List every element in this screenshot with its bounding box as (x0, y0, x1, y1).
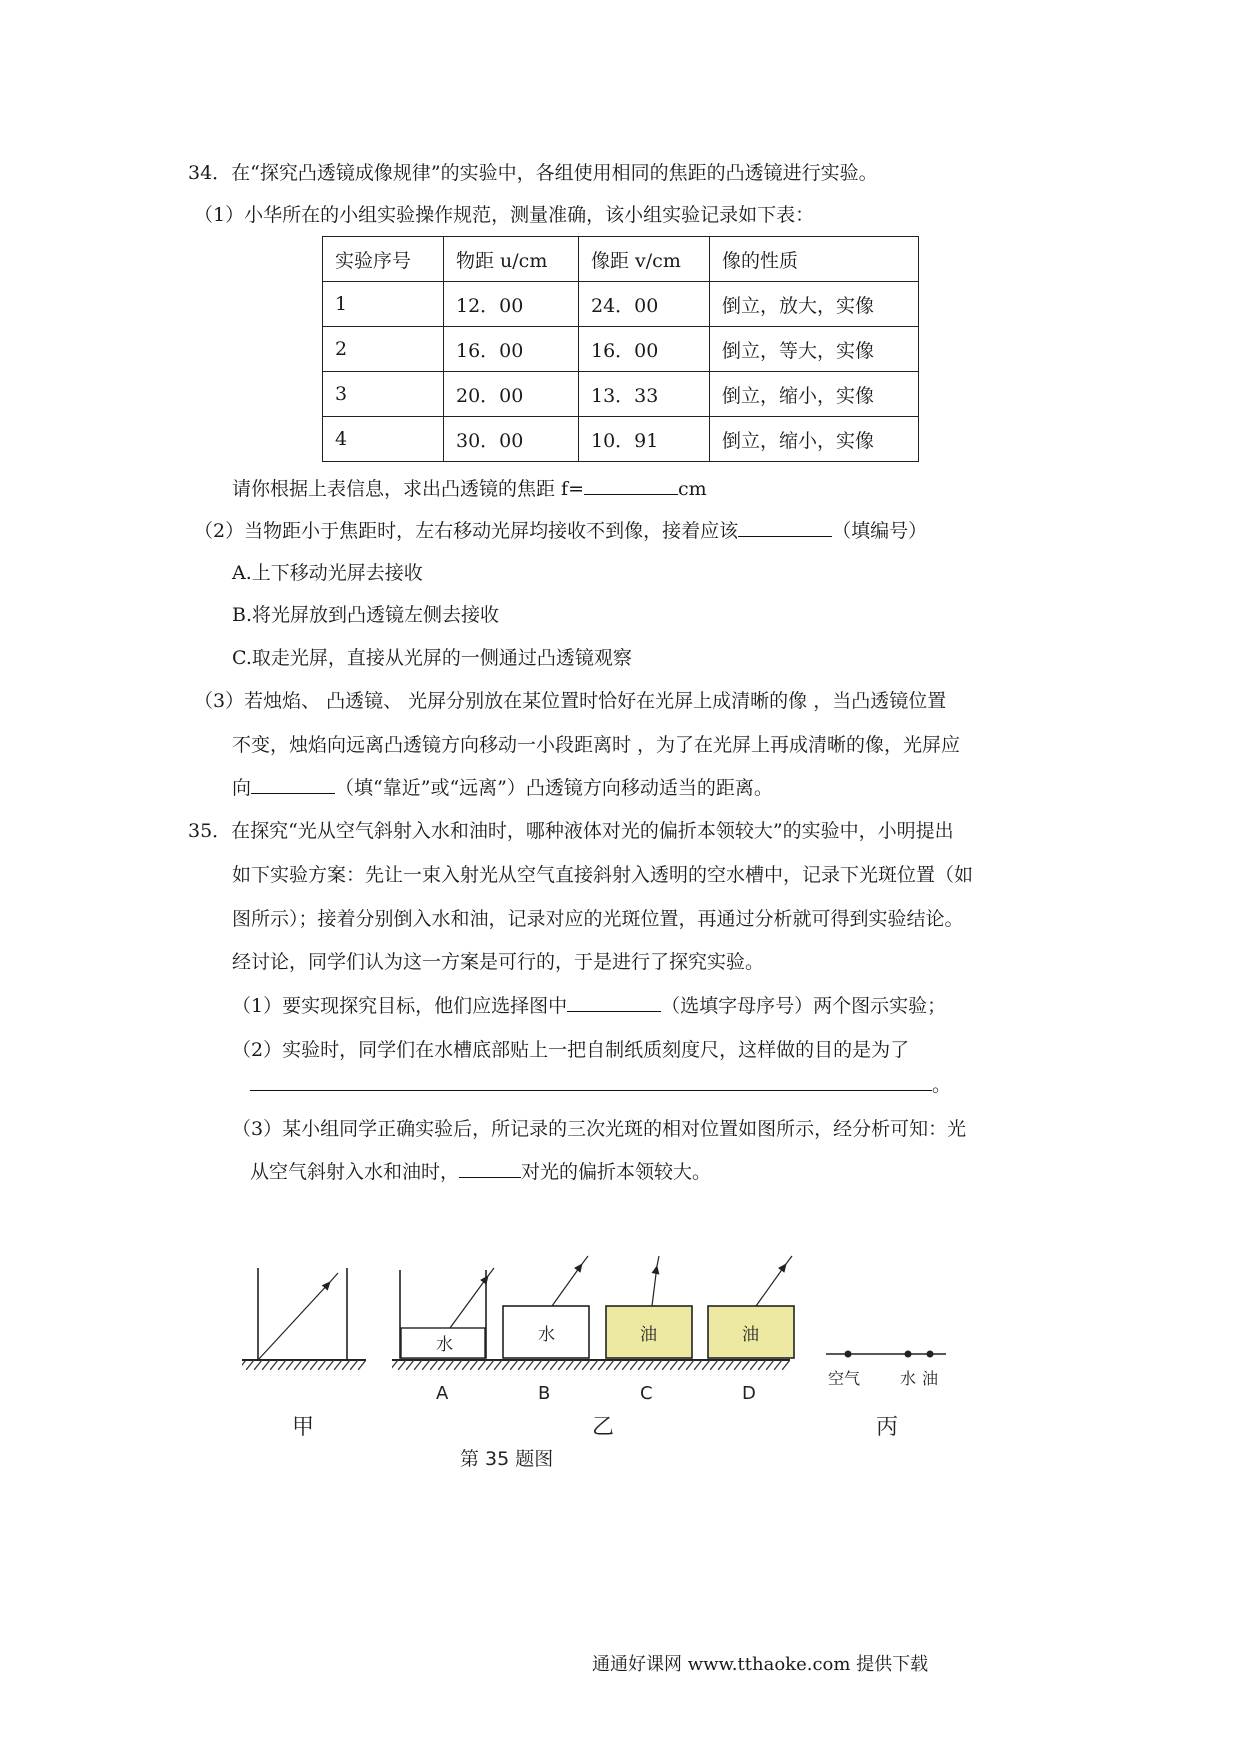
q35-figure (230, 1210, 980, 1470)
option-c: C.取走光屏，直接从光屏的一侧通过凸透镜观察 (232, 647, 632, 669)
table-cell: 倒立，缩小，实像 (710, 372, 919, 417)
tank-a-label: A (436, 1383, 449, 1404)
tank-a-liquid-label: 水 (436, 1335, 453, 1355)
sub2-period: 。 (932, 1074, 952, 1096)
q34-part3-line1: （3）若烛焰、 凸透镜、 光屏分别放在某位置时恰好在光屏上成清晰的像 ，当凸透镜位置 (194, 690, 947, 712)
dot-label-oil: 油 (922, 1369, 939, 1388)
q35-line4: 经讨论，同学们认为这一方案是可行的，于是进行了探究实验。 (232, 951, 765, 973)
q35-sub3-line2 (250, 1159, 711, 1185)
focal-unit: cm (678, 478, 707, 500)
tank-c-liquid-label: 油 (640, 1325, 657, 1345)
footer-credit: 通通好课网 www.tthaoke.com 提供下载 (592, 1654, 929, 1675)
tank-b-label: B (538, 1383, 551, 1404)
q35-line3: 图所示）；接着分别倒入水和油，记录对应的光斑位置，再通过分析就可得到实验结论。 (232, 908, 964, 930)
q35-sub2-answer (250, 1072, 951, 1098)
focal-length-blank[interactable] (584, 476, 678, 495)
table-header: 物距 u/cm (444, 237, 579, 282)
dot-water (905, 1351, 912, 1358)
q35-line2: 如下实验方案：先让一束入射光从空气直接斜射入透明的空水槽中，记录下光斑位置（如 (232, 864, 974, 886)
sub1-text: （1）要实现探究目标，他们应选择图中 (232, 995, 568, 1017)
table-cell: 倒立，等大，实像 (710, 327, 919, 372)
sub1-blank[interactable] (567, 993, 661, 1012)
tank-d (708, 1256, 794, 1404)
table-row (323, 327, 919, 372)
part3-blank[interactable] (251, 775, 335, 794)
table-header: 实验序号 (323, 237, 444, 282)
q34-part3-line3 (232, 775, 773, 801)
tank-b-liquid-label: 水 (538, 1325, 555, 1345)
part3-text: 向 (232, 777, 252, 799)
sub3-hint: 对光的偏折本领较大。 (521, 1161, 712, 1183)
part2-blank[interactable] (738, 518, 832, 537)
q35-line1: 35．在探究“光从空气斜射入水和油时，哪种液体对光的偏折本领较大”的实验中，小明提出 (188, 820, 954, 842)
option-a: A.上下移动光屏去接收 (232, 562, 423, 584)
figure-yi (392, 1256, 794, 1440)
label-bing: 丙 (876, 1415, 899, 1440)
figure-jia (242, 1268, 366, 1440)
tank-a (400, 1268, 494, 1404)
dot-label-water: 水 (900, 1369, 917, 1388)
q35-sub2: （2）实验时，同学们在水槽底部贴上一把自制纸质刻度尺，这样做的目的是为了 (232, 1039, 910, 1061)
table-cell: 倒立，缩小，实像 (710, 417, 919, 462)
table-row (323, 282, 919, 327)
table-cell: 4 (323, 417, 444, 462)
table-cell: 16．00 (579, 327, 710, 372)
focal-length-prompt (232, 476, 707, 502)
part2-text: （2）当物距小于焦距时，左右移动光屏均接收不到像，接着应该 (194, 520, 739, 542)
label-jia: 甲 (292, 1415, 315, 1440)
tank-c-label: C (640, 1383, 653, 1404)
table-cell: 30．00 (444, 417, 579, 462)
part2-hint: （填编号） (832, 520, 928, 542)
dot-oil (927, 1351, 934, 1358)
sub3-text: 从空气斜射入水和油时， (250, 1161, 460, 1183)
record-table (322, 236, 919, 462)
table-cell: 倒立，放大，实像 (710, 282, 919, 327)
dot-air (845, 1351, 852, 1358)
sub3-blank[interactable] (459, 1159, 521, 1178)
table-header-row (323, 237, 919, 282)
table-cell: 3 (323, 372, 444, 417)
q34-part3-line2: 不变，烛焰向远离凸透镜方向移动一小段距离时 ，为了在光屏上再成清晰的像，光屏应 (232, 734, 961, 756)
tank-d-label: D (742, 1383, 756, 1404)
table-cell: 20．00 (444, 372, 579, 417)
dot-label-air: 空气 (828, 1369, 861, 1388)
sub1-hint: （选填字母序号）两个图示实验； (661, 995, 947, 1017)
table-cell: 12．00 (444, 282, 579, 327)
q34-part2 (194, 518, 927, 544)
table-row (323, 372, 919, 417)
table-cell: 10．91 (579, 417, 710, 462)
table-cell: 13．33 (579, 372, 710, 417)
tank-b (503, 1256, 589, 1404)
q35-sub3-line1: （3）某小组同学正确实验后，所记录的三次光斑的相对位置如图所示，经分析可知：光 (232, 1118, 967, 1140)
table-cell: 1 (323, 282, 444, 327)
q34-part1: （1）小华所在的小组实验操作规范，测量准确，该小组实验记录如下表： (194, 204, 815, 226)
label-yi: 乙 (592, 1415, 615, 1440)
table-cell: 24．00 (579, 282, 710, 327)
option-b: B.将光屏放到凸透镜左侧去接收 (232, 604, 500, 626)
sub2-blank[interactable] (250, 1072, 932, 1091)
tank-d-liquid-label: 油 (742, 1325, 759, 1345)
table-cell: 16．00 (444, 327, 579, 372)
table-header: 像距 v/cm (579, 237, 710, 282)
part3-hint: （填“靠近”或“远离”）凸透镜方向移动适当的距离。 (335, 777, 773, 799)
q34-intro: 34．在“探究凸透镜成像规律”的实验中，各组使用相同的焦距的凸透镜进行实验。 (188, 162, 878, 184)
table-row (323, 417, 919, 462)
figure-bing (826, 1351, 946, 1441)
table-cell: 2 (323, 327, 444, 372)
tank-c (606, 1256, 692, 1404)
table-header: 像的性质 (710, 237, 919, 282)
focal-prompt-text: 请你根据上表信息，求出凸透镜的焦距 f= (232, 478, 584, 500)
figure-caption: 第 35 题图 (460, 1448, 554, 1470)
q35-sub1 (232, 993, 946, 1019)
